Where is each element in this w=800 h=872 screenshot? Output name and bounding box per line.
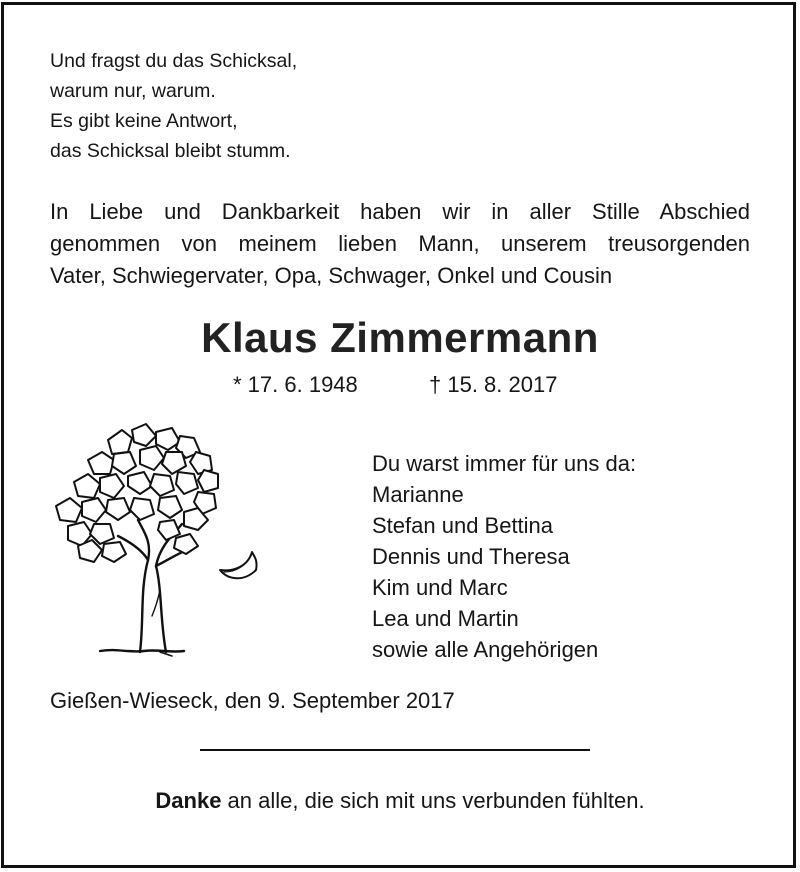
poem-line: das Schicksal bleibt stumm. (50, 140, 291, 162)
death-date: † 15. 8. 2017 (429, 372, 558, 397)
deceased-name: Klaus Zimmermann (201, 314, 599, 361)
poem-line: warum nur, warum. (50, 80, 216, 102)
tree-with-falling-leaf-icon (48, 420, 266, 660)
survivor-name: Kim und Marc (372, 575, 508, 600)
survivors-heading: Du warst immer für uns da: (372, 451, 637, 476)
survivor-name: Lea und Martin (372, 606, 519, 631)
survivor-name: Dennis und Theresa (372, 544, 570, 569)
birth-date: * 17. 6. 1948 (233, 372, 358, 397)
intro-line: genommen von meinem lieben Mann, unserem treusorgenden (50, 231, 750, 256)
thanks-bold-word: Danke (155, 788, 222, 813)
survivors-list (372, 448, 636, 665)
poem-line: Es gibt keine Antwort, (50, 110, 238, 132)
survivor-name: Stefan und Bettina (372, 513, 554, 538)
place-and-date: Gießen-Wieseck, den 9. September 2017 (50, 688, 455, 713)
intro-line: Vater, Schwiegervater, Opa, Schwager, Onkel und Cousin (50, 263, 613, 288)
survivor-name: sowie alle Angehörigen (372, 637, 599, 662)
divider-line (200, 749, 590, 751)
thanks-line (0, 788, 800, 814)
poem (50, 46, 297, 166)
intro-line: In Liebe und Dankbarkeit haben wir in aller Stille Abschied (50, 199, 750, 224)
poem-line: Und fragst du das Schicksal, (50, 50, 298, 72)
thanks-text: an alle, die sich mit uns verbunden fühlten. (221, 788, 645, 813)
survivor-name: Marianne (372, 482, 464, 507)
intro-text (50, 196, 750, 292)
